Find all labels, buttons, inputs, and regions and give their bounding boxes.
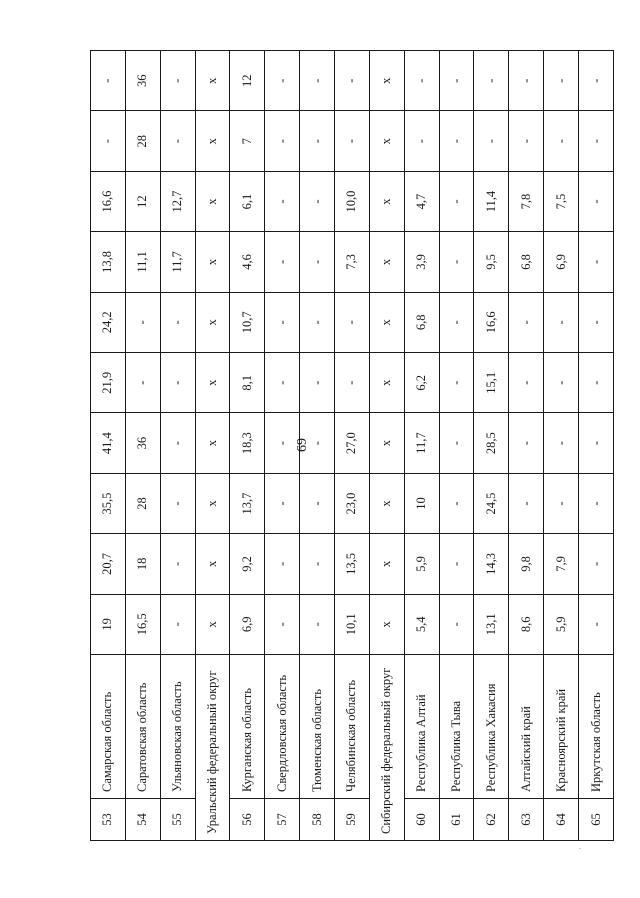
value-cell: -: [335, 51, 370, 111]
value-cell: х: [369, 51, 404, 111]
value-cell: 20,7: [91, 534, 126, 594]
value-cell: -: [91, 111, 126, 171]
value-cell: -: [579, 171, 614, 231]
value-cell: -: [160, 51, 195, 111]
value-cell: -: [300, 413, 335, 473]
value-cell: 6,9: [544, 232, 579, 292]
value-cell: 18,3: [230, 413, 265, 473]
value-cell: 19: [91, 594, 126, 654]
value-cell: х: [195, 232, 230, 292]
region-name-cell: Челябинская область: [335, 655, 370, 799]
table-row: [474, 51, 509, 841]
value-cell: -: [509, 473, 544, 533]
value-cell: -: [265, 594, 300, 654]
value-cell: 13,7: [230, 473, 265, 533]
value-cell: -: [544, 111, 579, 171]
value-cell: 7,5: [544, 171, 579, 231]
value-cell: 18: [125, 534, 160, 594]
value-cell: -: [579, 292, 614, 352]
value-cell: -: [439, 111, 474, 171]
value-cell: 15,1: [474, 353, 509, 413]
table-body: [91, 51, 614, 841]
table-row: [335, 51, 370, 841]
district-name-cell: Уральский федеральный округ: [195, 655, 230, 841]
value-cell: 5,4: [404, 594, 439, 654]
value-cell: 24,5: [474, 473, 509, 533]
value-cell: -: [439, 232, 474, 292]
value-cell: х: [369, 353, 404, 413]
value-cell: -: [509, 292, 544, 352]
value-cell: 11,7: [160, 232, 195, 292]
value-cell: -: [300, 594, 335, 654]
value-cell: -: [300, 111, 335, 171]
value-cell: 6,2: [404, 353, 439, 413]
value-cell: 11,1: [125, 232, 160, 292]
table-row: [369, 51, 404, 841]
value-cell: -: [439, 534, 474, 594]
value-cell: 28: [125, 111, 160, 171]
value-cell: 4,6: [230, 232, 265, 292]
value-cell: -: [439, 413, 474, 473]
row-number-cell: 53: [91, 799, 126, 841]
row-number-cell: 57: [265, 799, 300, 841]
value-cell: -: [509, 111, 544, 171]
value-cell: -: [474, 111, 509, 171]
value-cell: х: [195, 111, 230, 171]
value-cell: -: [439, 353, 474, 413]
value-cell: -: [544, 292, 579, 352]
value-cell: -: [404, 51, 439, 111]
value-cell: 12: [125, 171, 160, 231]
value-cell: 9,5: [474, 232, 509, 292]
value-cell: -: [160, 353, 195, 413]
value-cell: -: [335, 353, 370, 413]
region-name-cell: Алтайский край: [509, 655, 544, 799]
value-cell: -: [265, 232, 300, 292]
value-cell: 24,2: [91, 292, 126, 352]
table-row: [160, 51, 195, 841]
regions-table: [90, 50, 614, 841]
value-cell: 10: [404, 473, 439, 533]
value-cell: -: [160, 534, 195, 594]
table-row: [300, 51, 335, 841]
value-cell: х: [369, 232, 404, 292]
value-cell: 35,5: [91, 473, 126, 533]
row-number-cell: 64: [544, 799, 579, 841]
value-cell: -: [300, 232, 335, 292]
value-cell: х: [195, 353, 230, 413]
value-cell: 13,5: [335, 534, 370, 594]
value-cell: 21,9: [91, 353, 126, 413]
row-number-cell: 61: [439, 799, 474, 841]
value-cell: 7,9: [544, 534, 579, 594]
region-name-cell: Курганская область: [230, 655, 265, 799]
value-cell: 7,3: [335, 232, 370, 292]
value-cell: 5,9: [404, 534, 439, 594]
value-cell: 23,0: [335, 473, 370, 533]
value-cell: 6,1: [230, 171, 265, 231]
value-cell: 9,2: [230, 534, 265, 594]
value-cell: х: [195, 594, 230, 654]
row-number-cell: 59: [335, 799, 370, 841]
row-number-cell: 54: [125, 799, 160, 841]
value-cell: -: [160, 413, 195, 473]
value-cell: -: [579, 232, 614, 292]
value-cell: х: [195, 413, 230, 473]
row-number-cell: 63: [509, 799, 544, 841]
value-cell: х: [369, 292, 404, 352]
value-cell: 4,7: [404, 171, 439, 231]
value-cell: -: [300, 353, 335, 413]
value-cell: -: [265, 51, 300, 111]
region-name-cell: Красноярский край: [544, 655, 579, 799]
table-row: [404, 51, 439, 841]
value-cell: 9,8: [509, 534, 544, 594]
region-name-cell: Саратовская область: [125, 655, 160, 799]
value-cell: -: [160, 292, 195, 352]
row-number-cell: 65: [579, 799, 614, 841]
value-cell: 36: [125, 413, 160, 473]
table-row: [230, 51, 265, 841]
value-cell: 10,7: [230, 292, 265, 352]
value-cell: -: [335, 111, 370, 171]
value-cell: 41,4: [91, 413, 126, 473]
value-cell: -: [439, 171, 474, 231]
value-cell: 5,9: [544, 594, 579, 654]
value-cell: 7,8: [509, 171, 544, 231]
value-cell: х: [369, 171, 404, 231]
value-cell: -: [265, 534, 300, 594]
value-cell: -: [300, 473, 335, 533]
row-number-cell: 62: [474, 799, 509, 841]
value-cell: х: [195, 292, 230, 352]
value-cell: х: [195, 473, 230, 533]
region-name-cell: Тюменская область: [300, 655, 335, 799]
value-cell: -: [544, 413, 579, 473]
value-cell: 7: [230, 111, 265, 171]
value-cell: 11,7: [404, 413, 439, 473]
value-cell: -: [509, 51, 544, 111]
value-cell: -: [474, 51, 509, 111]
value-cell: 28: [125, 473, 160, 533]
value-cell: х: [369, 594, 404, 654]
value-cell: 13,8: [91, 232, 126, 292]
value-cell: 8,1: [230, 353, 265, 413]
value-cell: -: [439, 473, 474, 533]
value-cell: 6,8: [509, 232, 544, 292]
value-cell: -: [579, 111, 614, 171]
district-name-cell: Сибирский федеральный округ: [369, 655, 404, 841]
value-cell: -: [439, 292, 474, 352]
value-cell: х: [195, 171, 230, 231]
value-cell: -: [160, 111, 195, 171]
table-row: [125, 51, 160, 841]
value-cell: -: [300, 171, 335, 231]
value-cell: 10,0: [335, 171, 370, 231]
value-cell: -: [544, 353, 579, 413]
value-cell: 13,1: [474, 594, 509, 654]
value-cell: 8,6: [509, 594, 544, 654]
value-cell: 16,6: [91, 171, 126, 231]
table-row: [439, 51, 474, 841]
row-number-cell: 55: [160, 799, 195, 841]
value-cell: 16,6: [474, 292, 509, 352]
value-cell: х: [369, 534, 404, 594]
value-cell: х: [195, 534, 230, 594]
value-cell: 27,0: [335, 413, 370, 473]
value-cell: 10,1: [335, 594, 370, 654]
value-cell: -: [579, 534, 614, 594]
value-cell: 11,4: [474, 171, 509, 231]
table-row: [265, 51, 300, 841]
table-row: [195, 51, 230, 841]
value-cell: -: [265, 171, 300, 231]
region-name-cell: Республика Хакасия: [474, 655, 509, 799]
value-cell: -: [300, 51, 335, 111]
value-cell: -: [125, 292, 160, 352]
value-cell: -: [439, 594, 474, 654]
value-cell: -: [579, 353, 614, 413]
value-cell: -: [265, 353, 300, 413]
region-name-cell: Республика Алтай: [404, 655, 439, 799]
value-cell: -: [265, 292, 300, 352]
value-cell: -: [579, 473, 614, 533]
value-cell: х: [369, 473, 404, 533]
region-name-cell: Иркутская область: [579, 655, 614, 799]
value-cell: 6,8: [404, 292, 439, 352]
value-cell: 12,7: [160, 171, 195, 231]
value-cell: -: [265, 111, 300, 171]
value-cell: -: [125, 353, 160, 413]
table-row: [579, 51, 614, 841]
value-cell: -: [300, 292, 335, 352]
value-cell: -: [509, 353, 544, 413]
region-name-cell: Свердловская область: [265, 655, 300, 799]
table-row: [91, 51, 126, 841]
value-cell: -: [439, 51, 474, 111]
row-number-cell: 60: [404, 799, 439, 841]
value-cell: 6,9: [230, 594, 265, 654]
value-cell: 12: [230, 51, 265, 111]
value-cell: 28,5: [474, 413, 509, 473]
value-cell: 36: [125, 51, 160, 111]
value-cell: -: [335, 292, 370, 352]
value-cell: -: [579, 413, 614, 473]
value-cell: -: [265, 413, 300, 473]
region-name-cell: Ульяновская область: [160, 655, 195, 799]
value-cell: х: [369, 413, 404, 473]
row-number-cell: 56: [230, 799, 265, 841]
value-cell: -: [579, 51, 614, 111]
value-cell: х: [369, 111, 404, 171]
value-cell: -: [160, 473, 195, 533]
row-number-cell: 58: [300, 799, 335, 841]
table-row: [544, 51, 579, 841]
value-cell: 3,9: [404, 232, 439, 292]
value-cell: х: [195, 51, 230, 111]
region-name-cell: Республика Тыва: [439, 655, 474, 799]
value-cell: -: [544, 473, 579, 533]
value-cell: -: [300, 534, 335, 594]
value-cell: -: [509, 413, 544, 473]
value-cell: -: [160, 594, 195, 654]
page-number: 69: [295, 438, 310, 452]
table-row: [509, 51, 544, 841]
value-cell: -: [579, 594, 614, 654]
value-cell: -: [404, 111, 439, 171]
value-cell: 14,3: [474, 534, 509, 594]
value-cell: -: [91, 51, 126, 111]
region-name-cell: Самарская область: [91, 655, 126, 799]
value-cell: 16,5: [125, 594, 160, 654]
scan-mark: .: [579, 843, 581, 851]
value-cell: -: [265, 473, 300, 533]
table-container: [90, 51, 614, 841]
value-cell: -: [544, 51, 579, 111]
